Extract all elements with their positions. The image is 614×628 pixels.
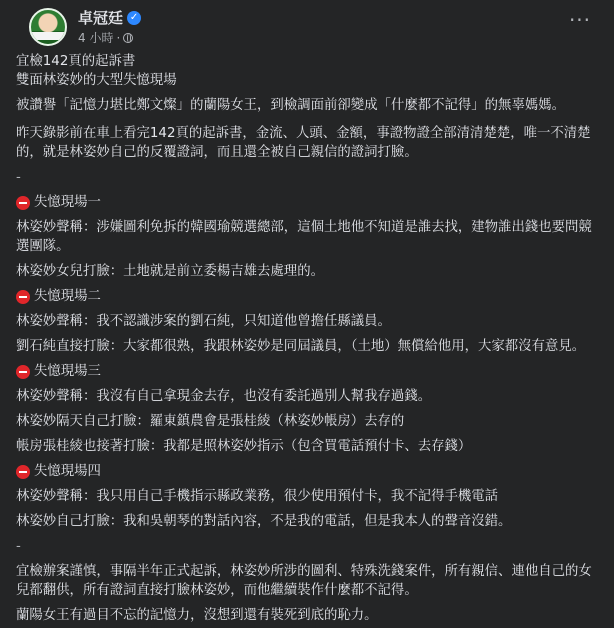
- author-name[interactable]: 卓冠廷: [78, 9, 124, 27]
- section-heading: [16, 362, 598, 381]
- no-entry-icon: [16, 290, 30, 304]
- post-line: 林姿妙女兒打臉：土地就是前立委楊吉雄去處理的。: [16, 264, 324, 279]
- section-heading: [16, 193, 598, 212]
- author-avatar[interactable]: [29, 8, 67, 46]
- post-line: 林姿妙自己打臉：我和吳朝琴的對話內容，不是我的電話，但是我本人的聲音沒錯。: [16, 514, 512, 529]
- section-title: 失憶現場二: [34, 289, 101, 304]
- verified-badge-icon: ✓: [127, 11, 141, 25]
- post-line: 被讚譽「記憶力堪比鄭文燦」的蘭陽女王，到檢調面前卻變成「什麼都不記得」的無辜媽媽。: [16, 98, 566, 113]
- post-paragraph: 林姿妙聲稱：涉嫌圖利免拆的韓國瑜競選總部，這個土地他不知道是誰去找，建物誰出錢也要問競選團隊。: [16, 220, 592, 254]
- post-body: [16, 52, 598, 625]
- section-heading: [16, 287, 598, 306]
- separator-dash: -: [16, 539, 21, 554]
- section-title: 失憶現場三: [34, 364, 101, 379]
- no-entry-icon: [16, 365, 30, 379]
- post-line: 林姿妙聲稱：我不認識涉案的劉石純，只知道他曾擔任縣議員。: [16, 314, 391, 329]
- post-line: 蘭陽女王有過目不忘的記憶力，沒想到還有裝死到底的恥力。: [16, 608, 378, 623]
- post-header: [16, 0, 598, 52]
- post-paragraph: 宜檢辦案謹慎，事隔半年正式起訴，林姿妙所涉的圖利、特殊洗錢案件，所有親信、連他自己的女兒都翻供，所有證詞直接打臉林姿妙，而他繼續裝作什麼都不記得。: [16, 564, 592, 598]
- post-timestamp[interactable]: 4 小時: [78, 31, 114, 45]
- post-line: 林姿妙隔天自己打臉：羅東鎮農會是張桂綾（林姿妙帳房）去存的: [16, 414, 405, 429]
- post-line: 宜檢142頁的起訴書: [16, 54, 136, 69]
- section-heading: [16, 462, 598, 481]
- post-meta: [78, 29, 133, 46]
- globe-icon: [123, 33, 133, 43]
- post-line: 雙面林姿妙的大型失憶現場: [16, 73, 177, 88]
- more-options-button[interactable]: ···: [568, 8, 592, 32]
- meta-separator: ·: [116, 30, 121, 45]
- section-title: 失憶現場一: [34, 195, 101, 210]
- separator-dash: -: [16, 170, 21, 185]
- post-line: 帳房張桂綾也接著打臉：我都是照林姿妙指示（包含買電話預付卡、去存錢）: [16, 439, 472, 454]
- no-entry-icon: [16, 465, 30, 479]
- no-entry-icon: [16, 196, 30, 210]
- post-line: 劉石純直接打臉：大家都很熟，我跟林姿妙是同屆議員，（土地）無償給他用，大家都沒有意見。: [16, 339, 586, 354]
- author-name-row: [78, 7, 141, 28]
- post-line: 林姿妙聲稱：我沒有自己拿現金去存，也沒有委託過別人幫我存過錢。: [16, 389, 432, 404]
- post-line: 林姿妙聲稱：我只用自己手機指示縣政業務，很少使用預付卡，我不記得手機電話: [16, 489, 499, 504]
- section-title: 失憶現場四: [34, 464, 101, 479]
- post-paragraph: 昨天錄影前在車上看完142頁的起訴書，金流、人頭、金額，事證物證全部清清楚楚，唯一不清楚的，就是林姿妙自己的反覆證詞，而且還全被自己親信的證詞打臉。: [16, 126, 591, 160]
